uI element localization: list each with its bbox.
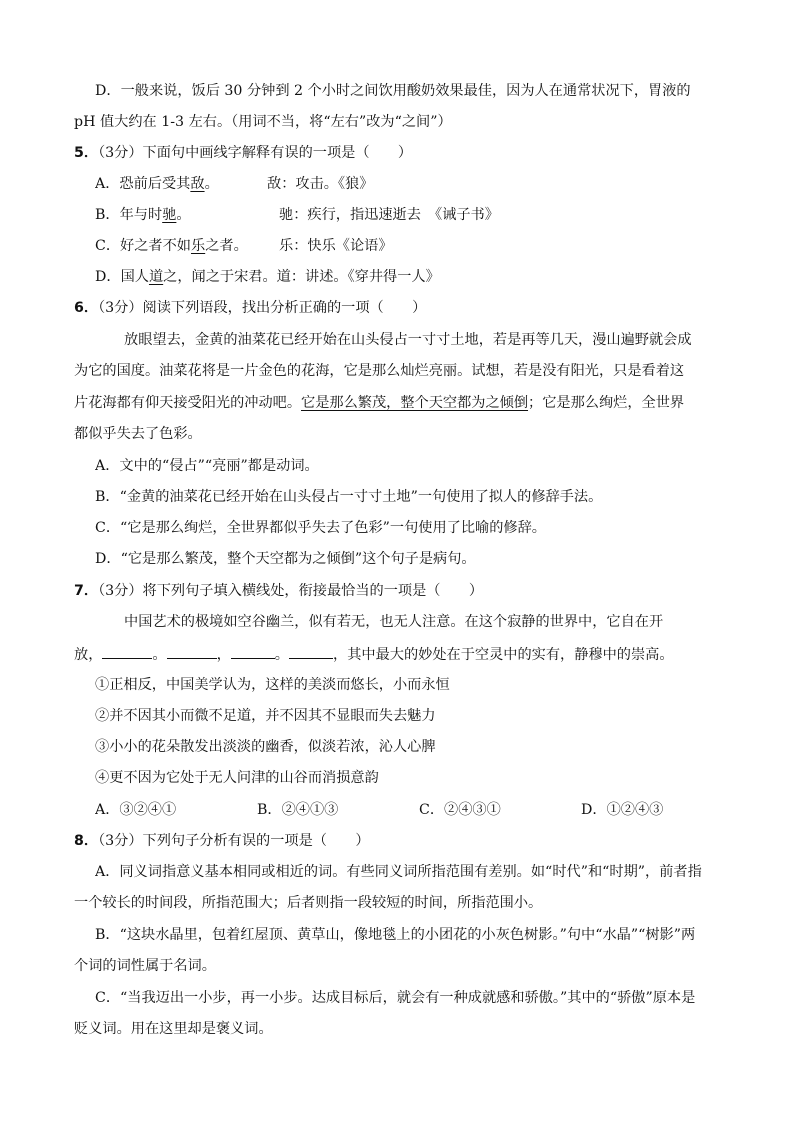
- underlined-sentence: 它是那么繁茂，整个天空都为之倾倒: [301, 395, 529, 411]
- question-6-option-a: A．文中的“侵占”“亮丽”都是动词。: [95, 458, 319, 474]
- fill-blank-2: [167, 644, 217, 659]
- question-7-text: （3分）将下列句子填入横线处，衔接最恰当的一项是（ ）: [98, 583, 484, 599]
- underlined-char: 敌: [190, 176, 205, 192]
- question-7-option-c: C．②④③①: [419, 802, 501, 818]
- sentence-option-4: ④更不因为它处于无人问津的山谷而消损意韵: [95, 770, 379, 786]
- question-6-option-d: D．“它是那么繁茂，整个天空都为之倾倒”这个句子是病句。: [95, 551, 476, 567]
- question-8-text: （3分）下列句子分析有误的一项是（ ）: [98, 833, 370, 849]
- question-5-text: （3分）下面句中画线字解释有误的一项是（ ）: [98, 145, 413, 161]
- question-5-option-d: D．国人道之，闻之于宋君。道：讲述。《穿井得一人》: [95, 269, 440, 285]
- question-8-option-b-line1: B．“这块水晶里，包着红屋顶、黄草山，像地毯上的小团花的小灰色树影。”句中“水晶”“树影”两: [95, 927, 696, 943]
- question-8-option-c-line1: C．“当我迈出一小步，再一小步。达成目标后，就会有一种成就感和骄傲。”其中的“骄傲”原本是: [95, 990, 696, 1006]
- fill-blank-1: [102, 644, 152, 659]
- passage-6-line2: 为它的国度。油菜花将是一片金色的花海，它是那么灿烂亮丽。试想，若是没有阳光，只是看着这: [74, 363, 685, 379]
- question-5-stem: [74, 143, 724, 163]
- passage-6-line3: 片花海都有仰天接受阳光的冲动吧。它是那么繁茂，整个天空都为之倾倒；它是那么绚烂，全世界: [74, 395, 685, 411]
- passage-6-line4: 都似乎失去了色彩。: [74, 426, 202, 442]
- question-8-number: 8．: [74, 833, 99, 849]
- passage-6-line1: 放眼望去，金黄的油菜花已经开始在山头侵占一寸寸土地，若是再等几天，漫山遍野就会成: [124, 332, 692, 348]
- question-7-option-b: B．②④①③: [257, 802, 339, 818]
- option-c-note: 乐：快乐《论语》: [279, 238, 393, 254]
- question-5-option-c: C．好之者不如乐之者。 乐：快乐《论语》: [95, 238, 393, 254]
- question-8-stem: [74, 831, 724, 851]
- question-7-option-d: D．①②④③: [581, 802, 664, 818]
- question-7-options: [95, 800, 745, 820]
- question-8-option-c-line2: 贬义词。用在这里却是褒义词。: [74, 1021, 273, 1037]
- passage-7-line2: 放， 。 ， 。 ，其中最大的妙处在于空灵中的实有，静穆中的崇高。: [74, 644, 724, 665]
- question-5-option-b: B．年与时驰。 驰：疾行，指迅速逝去 《诫子书》: [95, 207, 499, 223]
- question-6-number: 6．: [74, 300, 99, 316]
- question-7-stem: [74, 581, 724, 601]
- fill-blank-3: [231, 644, 275, 659]
- underlined-char: 驰: [162, 207, 177, 223]
- question-7-number: 7．: [74, 583, 99, 599]
- underlined-char: 道: [148, 269, 164, 285]
- question-6-option-c: C．“它是那么绚烂，全世界都似乎失去了色彩”一句使用了比喻的修辞。: [95, 520, 546, 536]
- option-b-note: 驰：疾行，指迅速逝去 《诫子书》: [279, 207, 499, 223]
- underlined-char: 乐: [190, 238, 206, 254]
- q4-option-d-line1: D．一般来说，饭后 30 分钟到 2 个小时之间饮用酸奶效果最佳，因为人在通常状况下，胃液的: [95, 83, 691, 99]
- fill-blank-4: [289, 644, 333, 659]
- question-5-option-a: A．恐前后受其敌。 敌：攻击。《狼》: [95, 176, 374, 192]
- sentence-option-2: ②并不因其小而微不足道，并不因其不显眼而失去魅力: [95, 708, 436, 724]
- question-8-option-a-line2: 一个较长的时间段，所指范围大；后者则指一段较短的时间，所指范围小。: [74, 895, 543, 911]
- sentence-option-1: ①正相反，中国美学认为，这样的美淡而悠长，小而永恒: [95, 677, 450, 693]
- question-6-option-b: B．“金黄的油菜花已经开始在山头侵占一寸寸土地”一句使用了拟人的修辞手法。: [95, 489, 603, 505]
- question-8-option-a-line1: A．同义词指意义基本相同或相近的词。有些同义词所指范围有差别。如“时代”和“时期”，前者指: [95, 864, 702, 880]
- passage-7-line1: 中国艺术的极境如空谷幽兰，似有若无，也无人注意。在这个寂静的世界中，它自在开: [124, 614, 664, 630]
- option-a-note: 敌：攻击。《狼》: [267, 176, 374, 192]
- question-6-stem: [74, 298, 724, 318]
- question-8-option-b-line2: 个词的词性属于名词。: [74, 958, 216, 974]
- q4-option-d-line2: pH 值大约在 1-3 左右。（用词不当，将“左右”改为“之间”）: [74, 114, 452, 130]
- question-5-number: 5．: [74, 145, 99, 161]
- question-7-option-a: A．③②④①: [95, 802, 177, 818]
- sentence-option-3: ③小小的花朵散发出淡淡的幽香，似淡若浓，沁人心脾: [95, 739, 436, 755]
- question-6-text: （3分）阅读下列语段，找出分析正确的一项（ ）: [98, 300, 427, 316]
